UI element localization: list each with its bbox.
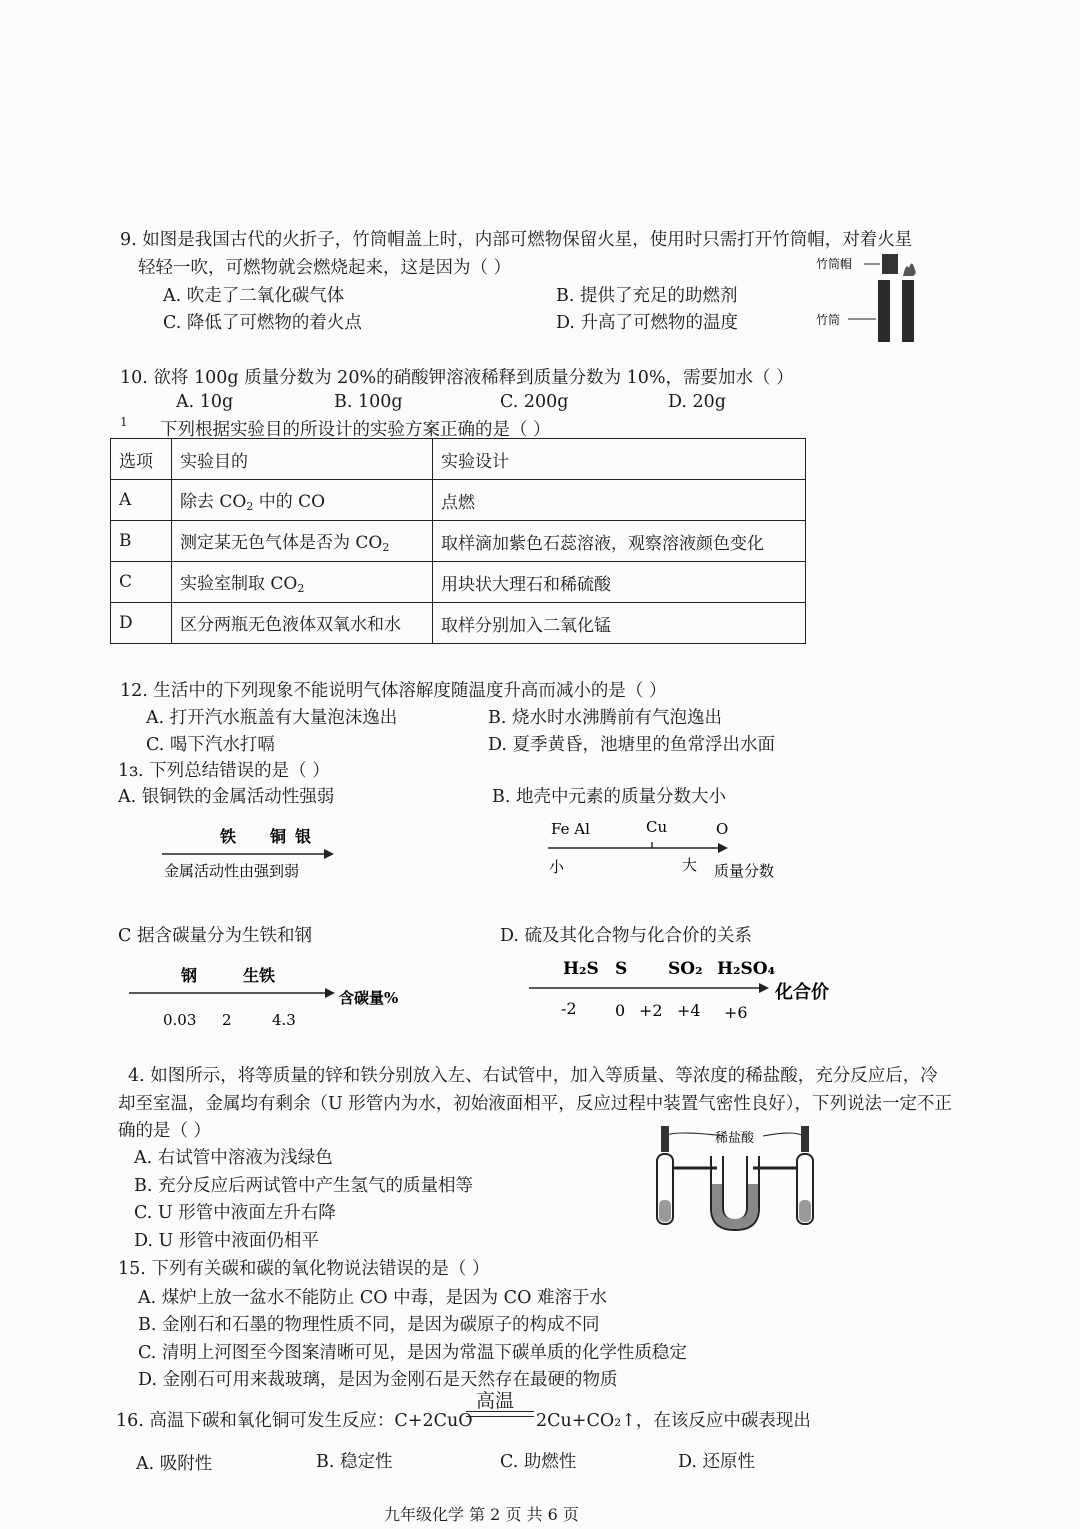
fig-cap-label: 竹筒帽 bbox=[816, 257, 853, 271]
label-o: O bbox=[716, 820, 729, 838]
q9-option-c: C. 降低了可燃物的着火点 bbox=[163, 313, 362, 333]
q12-stem: 12. 生活中的下列现象不能说明气体溶解度随温度升高而减小的是（ ） bbox=[120, 681, 667, 701]
row-design: 取样分别加入二氧化锰 bbox=[433, 603, 806, 644]
row-option: C bbox=[111, 562, 172, 603]
q9-stem-line1: 9. 如图是我国古代的火折子，竹筒帽盖上时，内部可燃物保留火星，使用时只需打开竹筒帽，对着火星 bbox=[120, 230, 913, 250]
table-row bbox=[111, 480, 806, 521]
q9-option-a: A. 吹走了二氧化碳气体 bbox=[163, 286, 345, 306]
q16-option-b: B. 稳定性 bbox=[316, 1452, 393, 1472]
q13-d-title: D. 硫及其化合物与化合价的关系 bbox=[500, 926, 753, 946]
row-option: D bbox=[111, 603, 172, 644]
q16-option-c: C. 助燃性 bbox=[500, 1452, 577, 1472]
row-design: 取样滴加紫色石蕊溶液，观察溶液颜色变化 bbox=[433, 521, 806, 562]
label-iron: 铁 bbox=[220, 827, 237, 846]
q9-option-b: B. 提供了充足的助燃剂 bbox=[556, 286, 738, 306]
experiment-table bbox=[110, 438, 806, 644]
q11-number: 1 bbox=[120, 415, 128, 429]
q14-stem-line2: 却至室温，金属均有剩余（U 形管内为水，初始液面相平，反应过程中装置气密性良好），下列说法一定不正 bbox=[118, 1094, 953, 1114]
q13-a-diagram bbox=[150, 818, 350, 888]
q13-b-title: B. 地壳中元素的质量分数大小 bbox=[492, 787, 726, 807]
row-goal: 区分两瓶无色液体双氧水和水 bbox=[172, 603, 433, 644]
q15-option-b: B. 金刚石和石墨的物理性质不同，是因为碳原子的构成不同 bbox=[138, 1315, 600, 1335]
row-option: A bbox=[111, 480, 172, 521]
axis-label-mass-fraction: 质量分数 bbox=[714, 862, 775, 880]
label-steel: 钢 bbox=[181, 966, 198, 985]
tube-left-icon bbox=[878, 280, 890, 342]
row-goal: 测定某无色气体是否为 $CO_2$ bbox=[172, 521, 433, 562]
label-silver: 银 bbox=[295, 827, 312, 846]
q13-a-title: A. 银铜铁的金属活动性强弱 bbox=[118, 787, 335, 807]
tick-plus-4: +4 bbox=[677, 1001, 701, 1020]
axis-label-carbon: 含碳量% bbox=[339, 989, 399, 1007]
flame-icon bbox=[903, 263, 916, 276]
fig-label-hcl: 稀盐酸 bbox=[715, 1131, 755, 1146]
q13-c-diagram bbox=[125, 955, 425, 1035]
row-design: 用块状大理石和稀硫酸 bbox=[433, 562, 806, 603]
q14-option-b: B. 充分反应后两试管中产生氢气的质量相等 bbox=[134, 1176, 473, 1196]
arrow-head-icon bbox=[324, 849, 334, 859]
q16-reaction-condition: 高温 bbox=[476, 1390, 515, 1412]
q10-stem: 10. 欲将 100g 质量分数为 20%的硝酸钾溶液稀释到质量分数为 10%，需要加水（ ） bbox=[120, 368, 794, 388]
q14-option-c: C. U 形管中液面左升右降 bbox=[134, 1203, 336, 1223]
q14-option-a: A. 右试管中溶液为浅绿色 bbox=[134, 1148, 333, 1168]
label-cu: Cu bbox=[646, 818, 668, 836]
q14-stem-line3: 确的是（ ） bbox=[118, 1121, 212, 1141]
q12-option-c: C. 喝下汽水打嗝 bbox=[146, 735, 275, 755]
table-row bbox=[111, 603, 806, 644]
u-tube-apparatus-figure bbox=[645, 1120, 825, 1235]
q16-stem-post: 2Cu+CO₂↑，在该反应中碳表现出 bbox=[536, 1411, 811, 1431]
q15-option-c: C. 清明上河图至今图案清晰可见，是因为常温下碳单质的化学性质稳定 bbox=[138, 1343, 687, 1363]
q10-option-d: D. 20g bbox=[668, 392, 727, 412]
tube-cap-icon bbox=[882, 254, 898, 274]
label-big: 大 bbox=[682, 856, 698, 874]
fig-tube-label: 竹筒 bbox=[816, 313, 841, 327]
dropper-left-icon bbox=[661, 1126, 669, 1152]
q14-stem-line1: 4. 如图所示，将等质量的锌和铁分别放入左、右试管中，加入等质量、等浓度的稀盐酸，充分反应后，冷 bbox=[128, 1066, 938, 1086]
row-goal: 除去 $CO_2$ 中的 CO bbox=[172, 480, 433, 521]
label-copper: 铜 bbox=[270, 827, 287, 846]
q13-stem: 1ɜ. 下列总结错误的是（ ） bbox=[118, 761, 330, 781]
table-row bbox=[111, 562, 806, 603]
tick-plus-2: +2 bbox=[639, 1001, 663, 1020]
label-h2so4: H₂SO₄ bbox=[717, 959, 776, 979]
q16-option-a: A. 吸附性 bbox=[136, 1454, 213, 1474]
arrow-head-icon bbox=[759, 983, 769, 993]
label-fe-al: Fe Al bbox=[551, 820, 590, 838]
tick-0-03: 0.03 bbox=[163, 1011, 197, 1029]
q14-option-d: D. U 形管中液面仍相平 bbox=[134, 1231, 319, 1251]
header-option: 选项 bbox=[111, 439, 172, 480]
fire-starter-figure bbox=[812, 246, 932, 346]
tick-minus-2: -2 bbox=[561, 999, 577, 1018]
q16-option-d: D. 还原性 bbox=[678, 1452, 756, 1472]
page-footer: 九年级化学 第 2 页 共 6 页 bbox=[384, 1505, 579, 1524]
table-row bbox=[111, 521, 806, 562]
arrow-head-icon bbox=[718, 843, 728, 853]
axis-label-valence: 化合价 bbox=[775, 982, 829, 1003]
label-so2: SO₂ bbox=[668, 959, 703, 979]
q13-d-diagram bbox=[525, 950, 855, 1030]
q11-stem: 下列根据实验目的所设计的实验方案正确的是（ ） bbox=[160, 420, 551, 440]
q12-option-d: D. 夏季黄昏，池塘里的鱼常浮出水面 bbox=[488, 735, 776, 755]
q15-option-a: A. 煤炉上放一盆水不能防止 CO 中毒，是因为 CO 难溶于水 bbox=[138, 1288, 607, 1308]
axis-label-activity: 金属活动性由强到弱 bbox=[164, 862, 300, 880]
tick-2: 2 bbox=[222, 1011, 232, 1029]
q13-c-title: C 据含碳量分为生铁和钢 bbox=[118, 926, 312, 946]
water-in-u-tube bbox=[712, 1184, 758, 1229]
dropper-right-icon bbox=[801, 1126, 809, 1152]
q15-option-d: D. 金刚石可用来裁玻璃，是因为金刚石是天然存在最硬的物质 bbox=[138, 1370, 618, 1390]
label-pig-iron: 生铁 bbox=[243, 966, 276, 985]
row-design: 点燃 bbox=[433, 480, 806, 521]
q10-option-a: A. 10g bbox=[176, 392, 234, 412]
row-goal: 实验室制取 $CO_2$ bbox=[172, 562, 433, 603]
tick-0: 0 bbox=[615, 1001, 626, 1020]
label-small: 小 bbox=[549, 858, 565, 876]
label-h2s: H₂S bbox=[563, 959, 599, 979]
header-design: 实验设计 bbox=[433, 439, 806, 480]
q15-stem: 15. 下列有关碳和碳的氧化物说法错误的是（ ） bbox=[118, 1259, 490, 1279]
table-header-row bbox=[111, 439, 806, 480]
q12-option-b: B. 烧水时水沸腾前有气泡逸出 bbox=[488, 708, 722, 728]
q12-option-a: A. 打开汽水瓶盖有大量泡沫逸出 bbox=[146, 708, 398, 728]
tick-4-3: 4.3 bbox=[272, 1011, 296, 1029]
tube-right-icon bbox=[902, 280, 914, 342]
q13-b-diagram bbox=[540, 812, 790, 892]
q9-option-d: D. 升高了可燃物的温度 bbox=[556, 313, 739, 333]
q9-stem-line2: 轻轻一吹，可燃物就会燃烧起来，这是因为（ ） bbox=[138, 258, 512, 278]
q10-option-c: C. 200g bbox=[500, 392, 569, 412]
row-option: B bbox=[111, 521, 172, 562]
tick-plus-6: +6 bbox=[724, 1003, 748, 1022]
header-goal: 实验目的 bbox=[172, 439, 433, 480]
label-s: S bbox=[615, 959, 628, 979]
q16-stem-pre: 16. 高温下碳和氧化铜可发生反应：C+2CuO bbox=[116, 1411, 473, 1431]
reaction-double-line bbox=[466, 1411, 534, 1412]
q10-option-b: B. 100g bbox=[334, 392, 403, 412]
arrow-head-icon bbox=[325, 988, 335, 998]
